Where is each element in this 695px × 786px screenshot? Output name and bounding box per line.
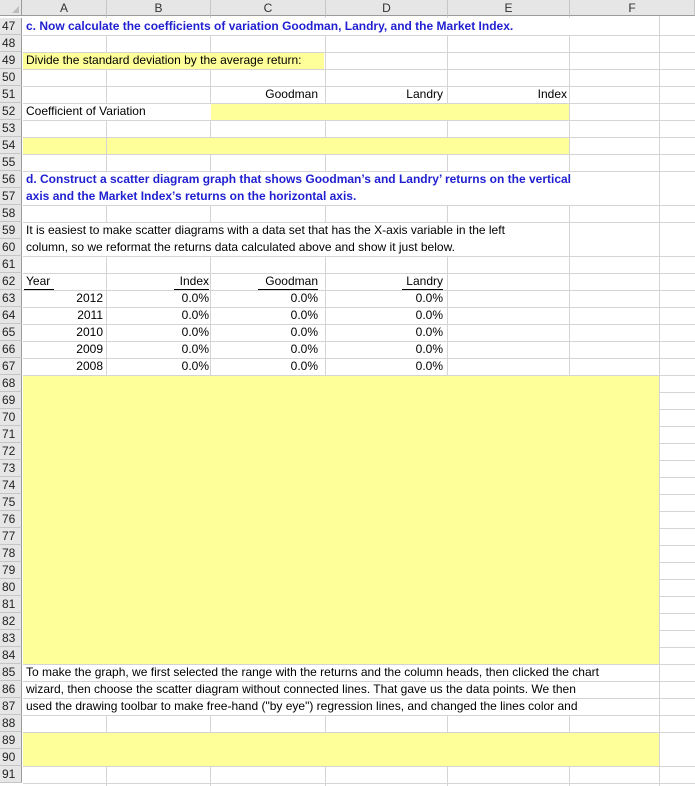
row-header[interactable]: 61 <box>0 256 22 273</box>
col-header-goodman-cv[interactable]: Goodman <box>265 87 318 101</box>
row-header[interactable]: 49 <box>0 52 22 69</box>
row-header[interactable]: 78 <box>0 545 22 562</box>
row-header[interactable]: 59 <box>0 222 22 239</box>
row-header[interactable]: 69 <box>0 392 22 409</box>
col-header-landry-cv[interactable]: Landry <box>406 87 443 101</box>
table-row-landry[interactable]: 0.0% <box>415 291 443 305</box>
row-header[interactable]: 81 <box>0 596 22 613</box>
section-d-heading-line1[interactable]: d. Construct a scatter diagram graph that shows Goodman’s and Landry’ returns on the vertical <box>26 172 571 186</box>
col-header-index-cv[interactable]: Index <box>537 87 567 101</box>
table-row-goodman[interactable]: 0.0% <box>290 325 318 339</box>
row-header[interactable]: 62 <box>0 273 22 290</box>
table-row-landry[interactable]: 0.0% <box>415 342 443 356</box>
row-header[interactable]: 77 <box>0 528 22 545</box>
row-header[interactable]: 47 <box>0 18 22 35</box>
column-header-a[interactable]: A <box>22 0 107 16</box>
graph-note-line1[interactable]: To make the graph, we first selected the range with the returns and the column heads, then clicked the chart <box>26 665 599 679</box>
row-header[interactable]: 82 <box>0 613 22 630</box>
column-header-e[interactable]: E <box>448 0 570 16</box>
table-row-landry[interactable]: 0.0% <box>415 359 443 373</box>
header-index[interactable]: Index <box>179 274 209 288</box>
row-header[interactable]: 90 <box>0 749 22 766</box>
row-header[interactable]: 72 <box>0 443 22 460</box>
row-header[interactable]: 74 <box>0 477 22 494</box>
graph-note-line2[interactable]: wizard, then choose the scatter diagram without connected lines. That gave us the data points. We then <box>26 682 576 696</box>
row-header[interactable]: 66 <box>0 341 22 358</box>
table-row-year[interactable]: 2008 <box>76 359 103 373</box>
section-c-heading[interactable]: c. Now calculate the coefficients of variation Goodman, Landry, and the Market Index. <box>26 19 514 33</box>
row-header[interactable]: 87 <box>0 698 22 715</box>
scatter-note-line1[interactable]: It is easiest to make scatter diagrams with a data set that has the X-axis variable in the left <box>26 223 505 237</box>
row-header[interactable]: 56 <box>0 171 22 188</box>
row-header[interactable]: 88 <box>0 715 22 732</box>
row-header[interactable]: 84 <box>0 647 22 664</box>
header-goodman[interactable]: Goodman <box>265 274 318 288</box>
row-header[interactable]: 54 <box>0 137 22 154</box>
row-header[interactable]: 80 <box>0 579 22 596</box>
row-header[interactable]: 85 <box>0 664 22 681</box>
row-header[interactable]: 83 <box>0 630 22 647</box>
table-row-landry[interactable]: 0.0% <box>415 325 443 339</box>
row-header[interactable]: 50 <box>0 69 22 86</box>
graph-note-line3[interactable]: used the drawing toolbar to make free-hand ("by eye") regression lines, and changed the lines color and <box>26 699 578 713</box>
row-header[interactable]: 89 <box>0 732 22 749</box>
row-header[interactable]: 57 <box>0 188 22 205</box>
table-row-goodman[interactable]: 0.0% <box>290 308 318 322</box>
row-header[interactable]: 64 <box>0 307 22 324</box>
table-row-index[interactable]: 0.0% <box>181 308 209 322</box>
row-header[interactable]: 63 <box>0 290 22 307</box>
row-header[interactable]: 51 <box>0 86 22 103</box>
row-header[interactable]: 52 <box>0 103 22 120</box>
table-row-goodman[interactable]: 0.0% <box>290 291 318 305</box>
column-header-c[interactable]: C <box>211 0 326 16</box>
table-row-goodman[interactable]: 0.0% <box>290 342 318 356</box>
row-header[interactable]: 71 <box>0 426 22 443</box>
table-row-index[interactable]: 0.0% <box>181 359 209 373</box>
row-header[interactable]: 55 <box>0 154 22 171</box>
column-header-d[interactable]: D <box>326 0 448 16</box>
table-row-year[interactable]: 2009 <box>76 342 103 356</box>
row-header[interactable]: 73 <box>0 460 22 477</box>
table-row-index[interactable]: 0.0% <box>181 325 209 339</box>
section-d-heading-line2[interactable]: axis and the Market Index’s returns on the horizontal axis. <box>26 189 357 203</box>
row-header[interactable]: 75 <box>0 494 22 511</box>
table-row-index[interactable]: 0.0% <box>181 342 209 356</box>
table-row-index[interactable]: 0.0% <box>181 291 209 305</box>
row-header[interactable]: 48 <box>0 35 22 52</box>
table-row-year[interactable]: 2012 <box>76 291 103 305</box>
scatter-note-line2[interactable]: column, so we reformat the returns data calculated above and show it just below. <box>26 240 455 254</box>
row-header[interactable]: 65 <box>0 324 22 341</box>
row-header[interactable]: 58 <box>0 205 22 222</box>
table-row-goodman[interactable]: 0.0% <box>290 359 318 373</box>
instruction-text[interactable]: Divide the standard deviation by the average return: <box>26 53 302 67</box>
row-header[interactable]: 76 <box>0 511 22 528</box>
table-row-landry[interactable]: 0.0% <box>415 308 443 322</box>
cv-label[interactable]: Coefficient of Variation <box>26 104 146 118</box>
column-header-f[interactable]: F <box>570 0 695 16</box>
row-header[interactable]: 60 <box>0 239 22 256</box>
row-header[interactable]: 70 <box>0 409 22 426</box>
row-header[interactable]: 79 <box>0 562 22 579</box>
header-year[interactable]: Year <box>26 274 51 288</box>
table-row-year[interactable]: 2011 <box>77 308 103 322</box>
header-landry[interactable]: Landry <box>406 274 443 288</box>
row-header[interactable]: 68 <box>0 375 22 392</box>
column-header-b[interactable]: B <box>107 0 211 16</box>
table-row-year[interactable]: 2010 <box>76 325 103 339</box>
row-header[interactable]: 53 <box>0 120 22 137</box>
select-all-corner[interactable] <box>0 0 22 16</box>
row-header[interactable]: 91 <box>0 766 22 783</box>
row-header[interactable]: 67 <box>0 358 22 375</box>
row-header[interactable]: 86 <box>0 681 22 698</box>
